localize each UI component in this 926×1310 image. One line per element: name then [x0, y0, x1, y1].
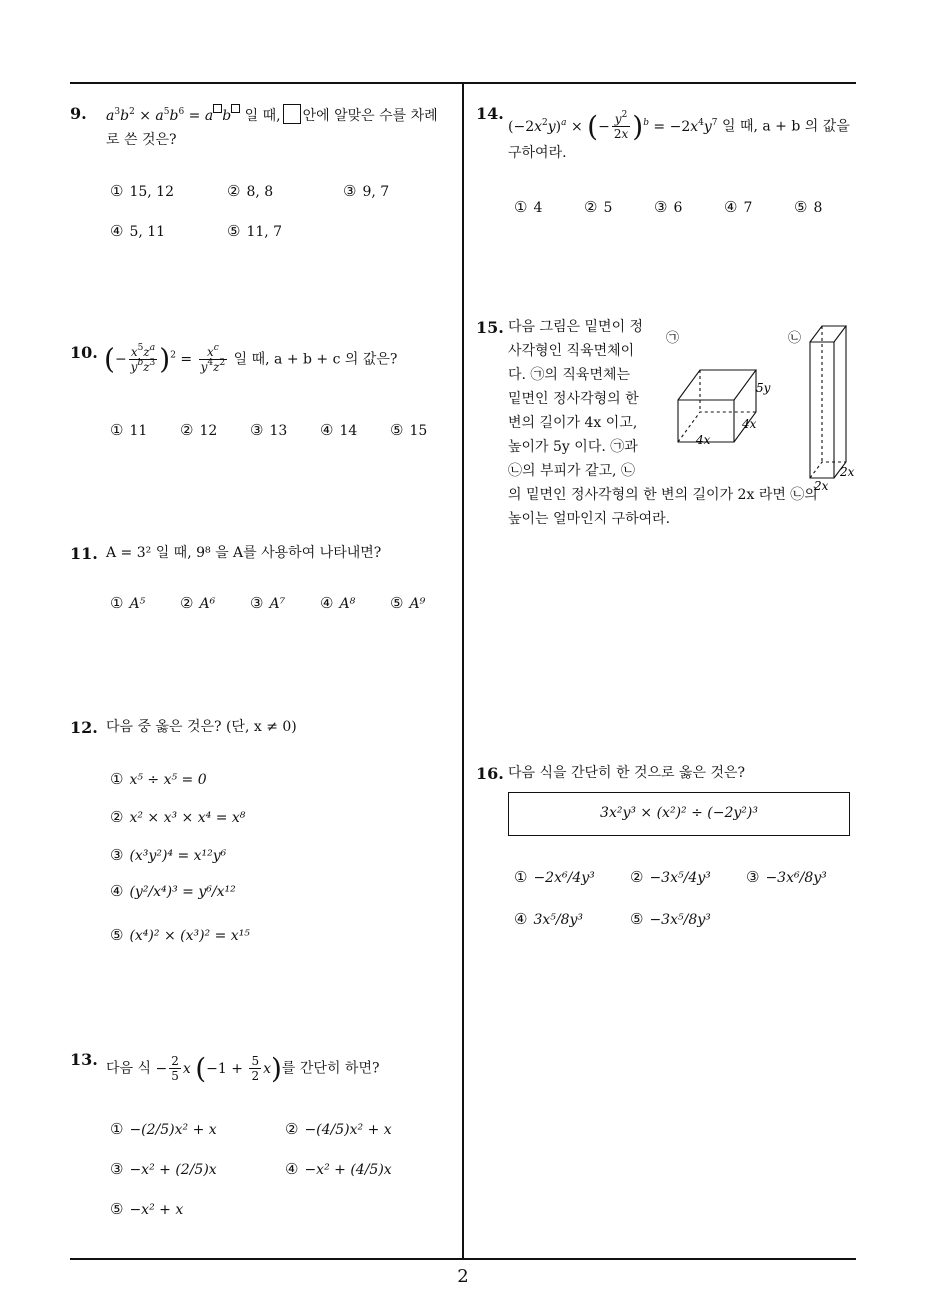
choice-4[interactable]: ④ −x² + (4/5)x [285, 1160, 392, 1178]
question-10 [70, 343, 460, 453]
choice-5[interactable]: ⑤ 11, 7 [227, 222, 283, 240]
choice-5[interactable]: ⑤ 15 [390, 421, 428, 439]
choice-4[interactable]: ④ 14 [320, 421, 358, 439]
choice-2[interactable]: ② −(4/5)x² + x [285, 1120, 392, 1138]
choice-3[interactable]: ③ −x² + (2/5)x [110, 1160, 217, 1178]
choice-4[interactable]: ④ 5, 11 [110, 222, 166, 240]
choice-3[interactable]: ③ A⁷ [250, 594, 286, 612]
figure-label-a: ㉠ [666, 331, 680, 346]
question-stem: 다음 식 − $\frac{2}{5}$ x (−1 + $\frac{5}{2}$ x)를 간단히 하면? [106, 1051, 380, 1085]
question-12 [70, 718, 460, 958]
question-number: 13. [70, 1050, 98, 1069]
choice-5[interactable]: ⑤ −x² + x [110, 1200, 184, 1218]
choice-3[interactable]: ③ 13 [250, 421, 288, 439]
choice-4[interactable]: ④ 3x⁵/8y³ [514, 910, 584, 928]
choice-1[interactable]: ① −2x⁶/4y³ [514, 868, 595, 886]
choice-1[interactable]: ① x⁵ ÷ x⁵ = 0 [110, 770, 207, 788]
choice-1[interactable]: ① −(2/5)x² + x [110, 1120, 217, 1138]
expression-box: 3x²y³ × (x²)² ÷ (−2y²)³ [508, 792, 850, 836]
page-number: 2 [457, 1266, 469, 1287]
question-number: 11. [70, 544, 98, 563]
question-stem: $a^3b^2 \times a^5b^6 = a$ b 일 때, 안에 알맞은 수를 차례 로 쓴 것은? [106, 104, 466, 152]
figure-label-depth-b: 2x [840, 465, 855, 479]
choice-3[interactable]: ③ 9, 7 [343, 182, 390, 200]
choice-1[interactable]: ① 11 [110, 421, 148, 439]
choice-1[interactable]: ① 15, 12 [110, 182, 174, 200]
question-15 [476, 318, 861, 558]
choice-5[interactable]: ⑤ 8 [794, 198, 823, 216]
question-number: 9. [70, 104, 87, 123]
figure-label-depth: 4x [742, 417, 757, 431]
choice-5[interactable]: ⑤ (x⁴)² × (x³)² = x¹⁵ [110, 926, 250, 944]
answer-box-icon [283, 104, 301, 124]
question-number: 15. [476, 318, 504, 337]
cuboid-b-icon [810, 326, 846, 478]
choice-3[interactable]: ③ 6 [654, 198, 683, 216]
question-stem: A = 3² 일 때, 9⁸ 을 A를 사용하여 나타내면? [106, 545, 382, 561]
figure-label-b: ㉡ [788, 331, 802, 346]
figure-label-width: 4x [696, 433, 711, 447]
bottom-rule [70, 1258, 856, 1260]
question-stem: $(-2x^2y)^a$ × (− $\frac{y^2}{2x}$ )$^b = -2x^4y^7$ 일 때, a + b 의 값을 구하여라. [508, 109, 850, 161]
question-16 [476, 764, 861, 944]
choice-5[interactable]: ⑤ −3x⁵/8y³ [630, 910, 711, 928]
question-stem: 다음 그림은 밑면이 정 사각형인 직육면체이 다. ㉠의 직육면체는 밑면인 정사각형의 한 변의 길이가 4x 이고, 높이가 5y 이다. ㉠과 ㉡의 부피가 같고, ㉡ [508, 319, 644, 479]
choice-2[interactable]: ② 12 [180, 421, 218, 439]
choice-3[interactable]: ③ (x³y²)⁴ = x¹²y⁶ [110, 846, 227, 864]
choice-1[interactable]: ① A⁵ [110, 594, 146, 612]
choice-2[interactable]: ② −3x⁵/4y³ [630, 868, 711, 886]
cuboid-a-icon [678, 370, 756, 442]
choice-4[interactable]: ④ (y²/x⁴)³ = y⁶/x¹² [110, 882, 236, 900]
question-stem: (− $\frac{x^5z^a}{y^bz^3}$ )$^2$ = $\frac{x^c}{y^4z^2}$ 일 때, a + b + c 의 값은? [104, 342, 398, 376]
choice-4[interactable]: ④ A⁸ [320, 594, 356, 612]
question-number: 10. [70, 343, 98, 362]
question-11 [70, 544, 460, 624]
choice-1[interactable]: ① 4 [514, 198, 543, 216]
choice-2[interactable]: ② 8, 8 [227, 182, 274, 200]
question-stem-continued: 의 밑면인 정사각형의 한 변의 길이가 2x 라면 ㉡의 높이는 얼마인지 구하여라. [508, 487, 818, 527]
choice-3[interactable]: ③ −3x⁶/8y³ [746, 868, 827, 886]
question-number: 16. [476, 764, 504, 783]
figure-label-width-b: 2x [814, 479, 829, 493]
question-number: 12. [70, 718, 98, 737]
question-13 [70, 1050, 460, 1220]
choice-2[interactable]: ② A⁶ [180, 594, 216, 612]
choice-2[interactable]: ② 5 [584, 198, 613, 216]
choice-2[interactable]: ② x² × x³ × x⁴ = x⁸ [110, 808, 246, 826]
figure-label-height: 5y [756, 381, 771, 395]
cuboid-figure [664, 320, 864, 493]
choice-4[interactable]: ④ 7 [724, 198, 753, 216]
question-number: 14. [476, 104, 504, 123]
question-9 [70, 104, 460, 254]
question-stem: 다음 식을 간단히 한 것으로 옳은 것은? [508, 765, 746, 781]
question-14 [476, 104, 861, 234]
choice-5[interactable]: ⑤ A⁹ [390, 594, 426, 612]
question-stem: 다음 중 옳은 것은? (단, x ≠ 0) [106, 719, 297, 735]
